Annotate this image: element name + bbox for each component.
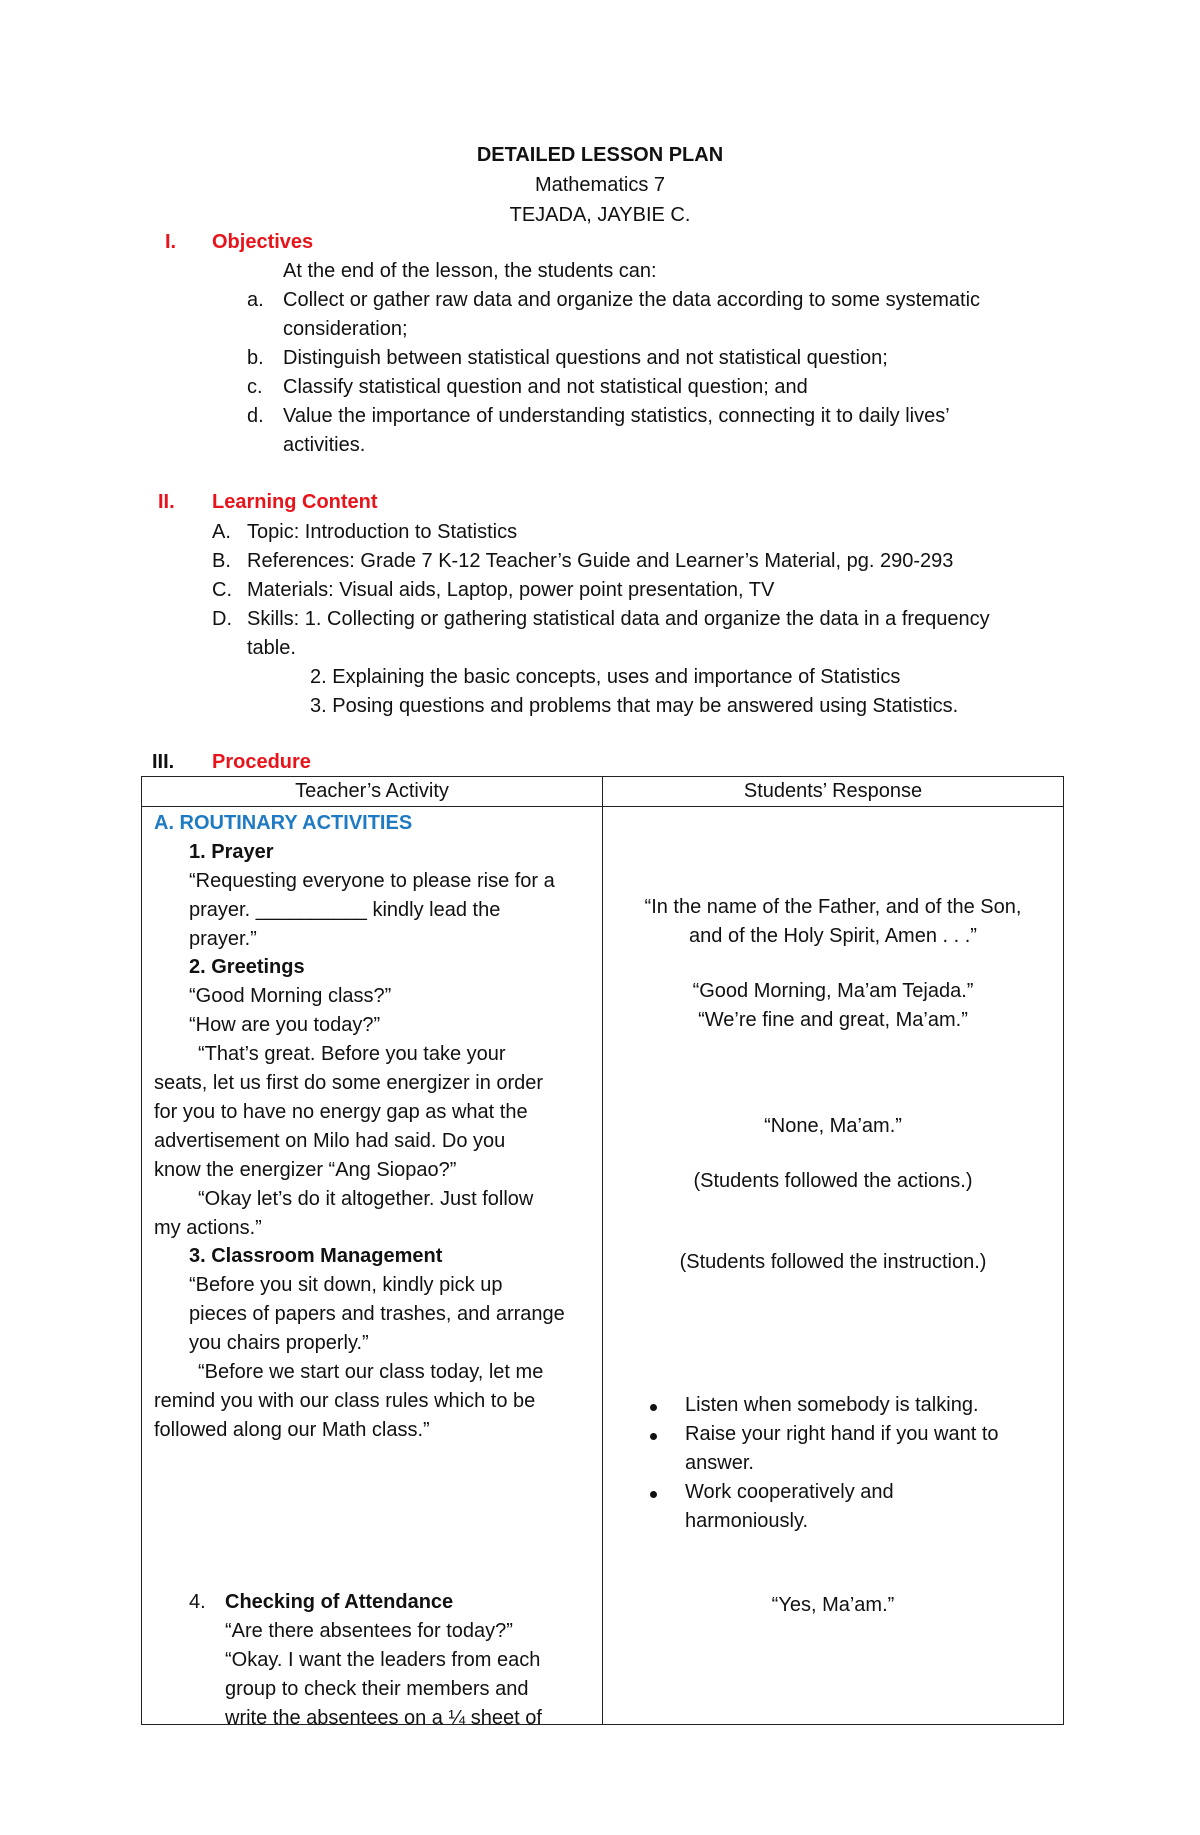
students-response-cell — [603, 807, 1064, 1725]
teacher-activity-cell — [142, 807, 603, 1729]
rule-item: harmoniously. — [685, 1510, 809, 1532]
teacher-text: prayer.” — [189, 928, 257, 950]
teacher-text: followed along our Math class.” — [154, 1419, 430, 1441]
teacher-text: “Okay. I want the leaders from each — [225, 1649, 541, 1671]
teacher-text: prayer. __________ kindly lead the — [189, 899, 501, 921]
teacher-text: my actions.” — [154, 1217, 262, 1239]
objective-letter: a. — [247, 289, 264, 311]
bullet-icon — [650, 1404, 657, 1411]
objective-text: Value the importance of understanding statistics, connecting it to daily lives’ — [283, 405, 950, 427]
content-text: Materials: Visual aids, Laptop, power point presentation, TV — [247, 579, 775, 601]
teacher-text: pieces of papers and trashes, and arrange — [189, 1303, 565, 1325]
teacher-text: remind you with our class rules which to be — [154, 1390, 536, 1412]
prayer-title: 1. Prayer — [189, 841, 274, 863]
greetings-title: 2. Greetings — [189, 956, 305, 978]
student-text: “In the name of the Father, and of the Son, — [644, 896, 1022, 918]
skill-item: 3. Posing questions and problems that may be answered using Statistics. — [310, 695, 959, 717]
teacher-text: “How are you today?” — [189, 1014, 381, 1036]
objective-letter: b. — [247, 347, 264, 369]
student-text: “Good Morning, Ma’am Tejada.” — [692, 980, 974, 1002]
teacher-text: seats, let us first do some energizer in order — [154, 1072, 544, 1094]
students-column-header: Students’ Response — [603, 777, 1064, 807]
content-letter: A. — [212, 521, 231, 543]
teacher-text: “Requesting everyone to please rise for a — [189, 870, 555, 892]
subject-line: Mathematics 7 — [534, 174, 666, 196]
content-heading: Learning Content — [212, 491, 378, 513]
teacher-text: “Are there absentees for today?” — [225, 1620, 513, 1642]
student-text: (Students followed the instruction.) — [679, 1251, 987, 1273]
teacher-text: “Good Morning class?” — [189, 985, 392, 1007]
objective-text: Classify statistical question and not statistical question; and — [283, 376, 808, 398]
document-title: DETAILED LESSON PLAN — [476, 144, 724, 166]
teacher-text: “Before you sit down, kindly pick up — [189, 1274, 503, 1296]
objective-text: Collect or gather raw data and organize the data according to some systematic — [283, 289, 981, 311]
classroom-management-title: 3. Classroom Management — [189, 1245, 443, 1267]
objective-letter: c. — [247, 376, 263, 398]
student-text: “We’re fine and great, Ma’am.” — [698, 1009, 968, 1031]
teacher-text: for you to have no energy gap as what the — [154, 1101, 528, 1123]
objective-letter: d. — [247, 405, 264, 427]
procedure-table — [141, 776, 1064, 1729]
objectives-heading: Objectives — [212, 231, 314, 253]
objectives-numeral: I. — [165, 231, 177, 253]
teacher-text: advertisement on Milo had said. Do you — [154, 1130, 506, 1152]
rule-item: answer. — [685, 1452, 754, 1474]
attendance-title: Checking of Attendance — [225, 1591, 454, 1613]
content-text: Skills: 1. Collecting or gathering statistical data and organize the data in a frequency — [247, 608, 990, 630]
author-line: TEJADA, JAYBIE C. — [509, 204, 691, 226]
teacher-text: “That’s great. Before you take your — [198, 1043, 506, 1065]
teacher-text: “Okay let’s do it altogether. Just follow — [198, 1188, 534, 1210]
section-heading: A. ROUTINARY ACTIVITIES — [154, 812, 413, 834]
rule-item: Work cooperatively and — [685, 1481, 894, 1503]
teacher-text: group to check their members and — [225, 1678, 529, 1700]
teacher-column-header: Teacher’s Activity — [142, 777, 603, 807]
objective-text: consideration; — [283, 318, 408, 340]
objective-text: Distinguish between statistical questions and not statistical question; — [283, 347, 888, 369]
content-letter: D. — [212, 608, 232, 630]
table-header-row — [142, 777, 1064, 807]
teacher-text: write the absentees on a ¼ sheet of — [225, 1707, 542, 1729]
content-text: Topic: Introduction to Statistics — [247, 521, 518, 543]
content-text: table. — [247, 637, 296, 659]
bullet-icon — [650, 1491, 657, 1498]
table-row — [142, 807, 1064, 1725]
content-text: References: Grade 7 K-12 Teacher’s Guide and Learner’s Material, pg. 290-293 — [247, 550, 954, 572]
procedure-heading: Procedure — [212, 751, 311, 773]
content-letter: B. — [212, 550, 231, 572]
rule-item: Raise your right hand if you want to — [685, 1423, 999, 1445]
objective-text: activities. — [283, 434, 366, 456]
student-text: “None, Ma’am.” — [764, 1115, 902, 1137]
teacher-text: “Before we start our class today, let me — [198, 1361, 544, 1383]
bullet-icon — [650, 1433, 657, 1440]
procedure-numeral: III. — [152, 751, 175, 773]
content-numeral: II. — [158, 491, 175, 513]
attendance-number: 4. — [189, 1591, 206, 1613]
student-text: (Students followed the actions.) — [693, 1170, 973, 1192]
teacher-text: know the energizer “Ang Siopao?” — [154, 1159, 457, 1181]
teacher-text: you chairs properly.” — [189, 1332, 369, 1354]
skill-item: 2. Explaining the basic concepts, uses and importance of Statistics — [310, 666, 901, 688]
student-text: and of the Holy Spirit, Amen . . .” — [689, 925, 977, 947]
student-text: “Yes, Ma’am.” — [771, 1594, 895, 1616]
objectives-intro: At the end of the lesson, the students can: — [283, 260, 657, 282]
rule-item: Listen when somebody is talking. — [685, 1394, 979, 1416]
content-letter: C. — [212, 579, 232, 601]
